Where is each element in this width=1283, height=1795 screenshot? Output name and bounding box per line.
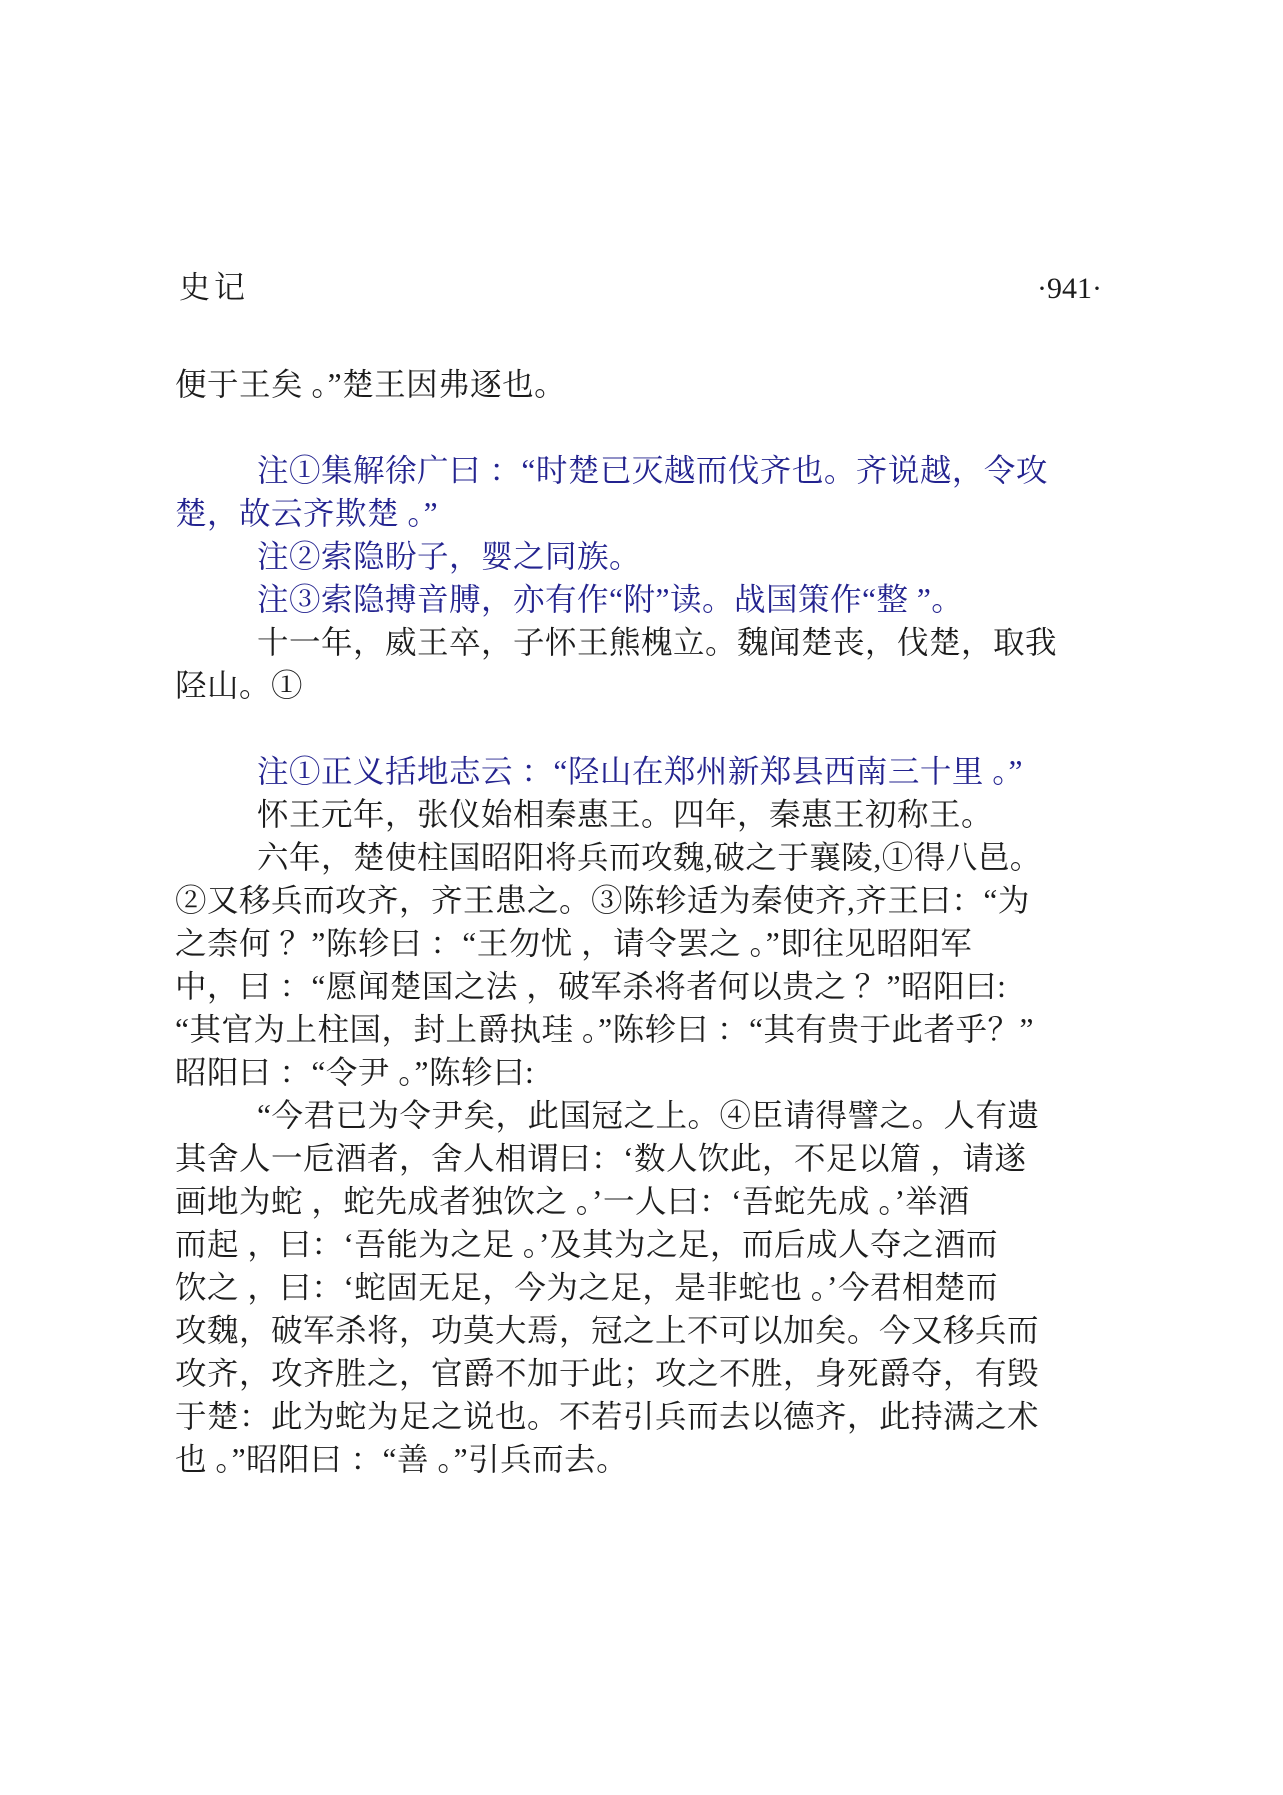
text-line: “其官为上柱国，封上爵执珪 。”陈轸曰 ：“其有贵于此者乎？” (175, 1012, 1034, 1047)
annotation-line: 楚，故云齐欺楚 。” (175, 496, 439, 531)
text-line: 六年，楚使柱国昭阳将兵而攻魏,破之于襄陵,①得八邑。 (257, 840, 1042, 875)
annotation-line: 注①正义括地志云 ：“陉山在郑州新郑县西南三十里 。” (257, 754, 1023, 789)
book-title: 史记 (179, 270, 249, 305)
annotation-line: 注①集解徐广曰 ：“时楚已灭越而伐齐也。齐说越，令攻 (257, 453, 1048, 488)
running-header (179, 270, 1160, 305)
text-line: 中，曰 ：“愿闻楚国之法 ，破军杀将者何以贵之 ？”昭阳曰: (175, 969, 1007, 1004)
text-line: 陉山。① (175, 668, 304, 703)
annotation-line: 注③索隐搏音膊，亦有作“附”读。战国策作“整 ”。 (257, 582, 964, 617)
text-line: 昭阳曰 ：“令尹 。”陈轸曰: (175, 1055, 535, 1090)
text-line: 其舍人一卮酒者，舍人相谓曰：‘数人饮此，不足以篃 ，请遂 (175, 1141, 1027, 1176)
text-line: 攻魏，破军杀将，功莫大焉，冠之上不可以加矣。今又移兵而 (175, 1313, 1040, 1348)
text-line: 十一年，威王卒，子怀王熊槐立。魏闻楚丧，伐楚，取我 (257, 625, 1058, 660)
text-line: ②又移兵而攻齐，齐王患之。③陈轸适为秦使齐,齐王曰：“为 (175, 883, 1030, 918)
page-content (175, 270, 1160, 1481)
text-line: 画地为蛇 ，蛇先成者独饮之 。’一人曰：‘吾蛇先成 。’举酒 (175, 1184, 970, 1219)
text-line: 攻齐，攻齐胜之，官爵不加于此；攻之不胜，身死爵夺，有毁 (175, 1356, 1040, 1391)
text-line: 之柰何 ？”陈轸曰 ：“王勿忧 ，请令罢之 。”即往见昭阳军 (175, 926, 973, 961)
text-line: 饮之 ，曰：‘蛇固无足，今为之足，是非蛇也 。’今君相楚而 (175, 1270, 998, 1305)
text-line: 怀王元年，张仪始相秦惠王。四年，秦惠王初称王。 (257, 797, 994, 832)
annotation-line: 注②索隐盼子，婴之同族。 (257, 539, 642, 574)
text-line: “今君已为令尹矣，此国冠之上。④臣请得譬之。人有遗 (257, 1098, 1040, 1133)
text-line: 而起 ，曰：‘吾能为之足 。’及其为之足，而后成人夺之酒而 (175, 1227, 998, 1262)
body-text (175, 363, 1160, 1481)
page-number: ·941· (1037, 272, 1102, 305)
text-line: 于楚：此为蛇为足之说也。不若引兵而去以德齐，此持满之术 (175, 1399, 1040, 1434)
text-line: 也 。”昭阳曰 ：“善 。”引兵而去。 (175, 1442, 629, 1477)
text-line: 便于王矣 。”楚王因弗逐也。 (175, 367, 567, 402)
